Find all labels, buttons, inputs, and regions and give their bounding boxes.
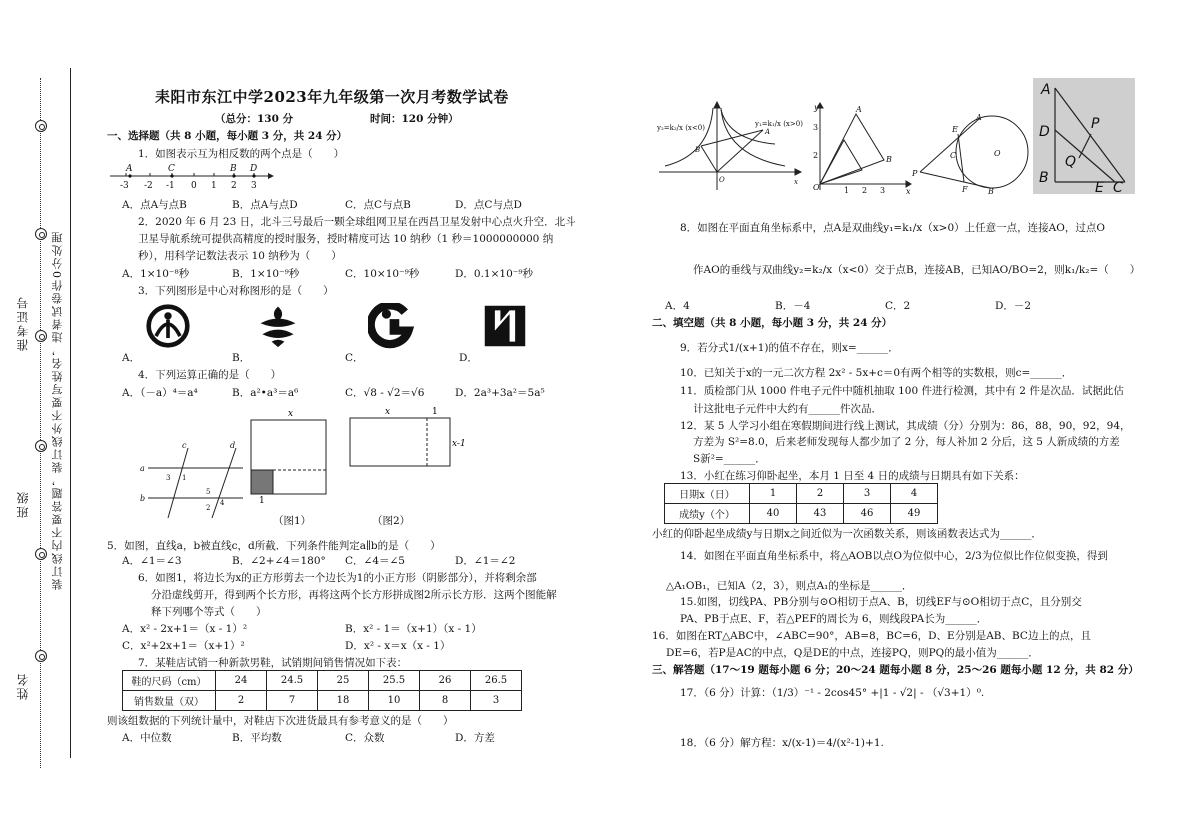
tick-label: -1 [166, 181, 175, 191]
q11-line2: 计这批电子元件中大约有______件次品． [693, 403, 882, 415]
q5-option-c[interactable]: C．∠4＝∠5 [345, 555, 405, 567]
svg-text:A: A [856, 105, 862, 114]
q1-option-c[interactable]: C．点C与点B [345, 199, 411, 211]
svg-text:y₂=k₂/x (x<0): y₂=k₂/x (x<0) [657, 124, 705, 132]
q12-line3: S新²=______． [693, 453, 766, 465]
svg-text:A: A [1041, 82, 1051, 98]
q7-option-d[interactable]: D．方差 [455, 732, 495, 744]
table-row: 销售数量（双） 2 7 18 10 8 3 [123, 691, 522, 711]
binding-hole-icon [35, 440, 47, 452]
q2-option-d[interactable]: D．0.1×10⁻⁹秒 [455, 268, 534, 280]
angle-label: 4 [220, 499, 225, 507]
q4-option-a[interactable]: A．（－a）⁴＝a⁴ [122, 387, 198, 399]
logo-square-icon [482, 303, 528, 349]
q17: 17．（6 分）计算：（1/3）⁻¹ - 2cos45° +|1 - √2| - （√3+1）⁰. [680, 687, 985, 699]
q8-line2: 作AO的垂线与双曲线y₂=k₂/x（x<0）交于点B，连接AB，已知AO/BO=2，则k₁/k₂=（ ） [693, 264, 1141, 276]
q8-line1: 8．如图在平面直角坐标系中，点A是双曲线y₁=k₁/x（x>0）上任意一点，连接AO，过点O [680, 222, 1105, 234]
svg-text:F: F [962, 185, 968, 194]
q16-line2: DE=6，若P是AC的中点，Q是DE的中点，连接PQ，则PQ的最小值为______． [666, 647, 1039, 659]
total-score: （总分：130 分 [215, 113, 294, 125]
similar-triangle-graph [812, 100, 912, 195]
q2-option-c[interactable]: C．10×10⁻⁹秒 [345, 268, 420, 280]
exam-time: 时间：120 分钟） [370, 113, 459, 125]
tick-label: 0 [191, 181, 197, 191]
q5-stem: 5．如图，直线a，b被直线c，d所截．下列条件能判定a∥b的是（ ） [107, 540, 441, 552]
line-label: c [182, 441, 187, 450]
q6-option-a[interactable]: A．x² - 2x+1＝（x - 1）² [122, 623, 248, 635]
svg-text:A: A [765, 128, 771, 136]
figure-1-square [245, 404, 340, 504]
svg-text:A: A [976, 113, 982, 122]
svg-text:P: P [912, 169, 918, 178]
q2-option-b[interactable]: B．1×10⁻⁹秒 [232, 268, 300, 280]
q1-stem: 1．如图表示互为相反数的两个点是（ ） [138, 148, 345, 160]
right-triangle-photo [1033, 78, 1135, 194]
label-name: 姓名 [16, 672, 30, 700]
table-row: 日期x（日） 1 2 3 4 [665, 484, 938, 504]
q5-option-a[interactable]: A．∠1＝∠3 [122, 555, 182, 567]
svg-text:B: B [988, 187, 994, 194]
q5-option-d[interactable]: D．∠1＝∠2 [455, 555, 516, 567]
q10: 10．已知关于x的一元二次方程 2x² - 5x+c＝0有两个相等的实数根，则c=______． [680, 367, 1073, 379]
q14-line1: 14．如图在平面直角坐标系中，将△AOB以点O为位似中心，2/3为位似比作位似变换，得到 [680, 550, 1108, 562]
fig2-caption: （图2） [372, 515, 411, 527]
svg-text:C: C [950, 151, 957, 160]
tangent-circle-figure [912, 112, 1030, 194]
hyperbola-graph-figure [655, 100, 803, 192]
parallel-lines-figure [138, 438, 248, 520]
shoe-sales-table [122, 670, 522, 711]
point-label: A [126, 164, 133, 174]
fig1-caption: （图1） [273, 515, 312, 527]
section-fill-heading: 二、填空题（共 8 小题，每小题 3 分，共 24 分） [652, 317, 893, 329]
q3-option-c[interactable]: C． [345, 352, 364, 364]
q7-option-c[interactable]: C．众数 [345, 732, 385, 744]
svg-text:P: P [1091, 116, 1100, 132]
svg-text:C: C [1113, 180, 1123, 194]
q18: 18．（6 分）解方程：x/(x-1)＝4/(x²-1)+1. [680, 737, 884, 749]
logo-leaf-icon [255, 303, 301, 349]
binding-hole-icon [35, 548, 47, 560]
binding-dotted-line [40, 78, 41, 768]
q3-option-a[interactable]: A． [122, 352, 141, 364]
q3-option-b[interactable]: B． [232, 352, 251, 364]
angle-label: 3 [166, 474, 171, 482]
q5-option-b[interactable]: B．∠2+∠4＝180° [232, 555, 326, 567]
svg-text:O: O [719, 176, 725, 184]
logo-circle-figure-icon [145, 303, 191, 349]
svg-text:1: 1 [844, 186, 850, 195]
q14-line2: △A₁OB₁，已知A（2，3），则点A₁的坐标是______． [666, 580, 913, 592]
q3-stem: 3．下列图形是中心对称图形的是（ ） [138, 285, 334, 297]
svg-text:2: 2 [813, 151, 819, 160]
binding-solid-line [70, 68, 71, 758]
q7-option-b[interactable]: B．平均数 [232, 732, 282, 744]
angle-label: 1 [182, 474, 187, 482]
q3-option-d[interactable]: D． [459, 352, 478, 364]
q9: 9．若分式1/(x+1)的值不存在，则x=______． [680, 342, 899, 354]
q2-option-a[interactable]: A．1×10⁻⁸秒 [122, 268, 190, 280]
number-line-figure [108, 162, 278, 194]
binding-hole-icon [35, 650, 47, 662]
q15-line1: 15.如图，切线PA、PB分别与⊙O相切于点A、B，切线EF与⊙O相切于点C，且分别交 [680, 596, 1082, 608]
q15-line2: PA、PB于点E、F，若△PEF的周长为 6，则线段PA长为______． [680, 613, 988, 625]
q13-stem: 13．小红在练习仰卧起坐，本月 1 日至 4 日的成绩与日期具有如下关系： [680, 470, 1025, 482]
q6-line3: 释下列哪个等式（ ） [151, 606, 267, 618]
section-choice-heading: 一、选择题（共 8 小题，每小题 3 分，共 24 分） [107, 130, 348, 142]
section-solve-heading: 三、解答题（17～19 题每小题 6 分；20～24 题每小题 8 分，25～26 题每小题 12 分，共 82 分） [652, 664, 1139, 676]
line-label: a [140, 464, 145, 473]
table-row: 成绩y（个） 40 43 46 49 [665, 504, 938, 524]
q16-line1: 16．如图在RT△ABC中，∠ABC=90°，AB=8，BC=6，D、E分别是AB、BC边上的点，且 [652, 630, 1091, 642]
q4-option-c[interactable]: C．√8 - √2＝√6 [345, 387, 425, 399]
svg-text:3: 3 [880, 186, 886, 195]
q6-option-d[interactable]: D．x² - x＝x（x - 1） [345, 640, 451, 652]
tick-label: -2 [144, 181, 153, 191]
fig2-xm1-label: x-1 [452, 439, 466, 449]
q2-line2: 卫星导航系统可提供高精度的授时服务，授时精度可达 10 纳秒（1 秒＝1000000000 纳 [138, 233, 554, 245]
figure-2-rectangle [345, 404, 475, 474]
q8-option-a[interactable]: A．4 [665, 300, 690, 312]
fig1-x-label: x [288, 409, 294, 419]
q1-option-d[interactable]: D．点C与点D [455, 199, 522, 211]
svg-text:D: D [1039, 124, 1050, 140]
svg-text:E: E [1095, 180, 1104, 194]
q12-line1: 12．某 5 人学习小组在寒假期间进行线上测试，其成绩（分）分别为：86，88，90，92，94， [680, 420, 1131, 432]
binding-warning: 装订线内不要答题，装订线外不要写姓名，违者试卷作0分处理 [51, 230, 64, 590]
q11-line1: 11．质检部门从 1000 件电子元件中随机抽取 100 件进行检测，其中有 2 件是次品．试据此估 [680, 385, 1124, 397]
q1-option-b[interactable]: B．点A与点D [232, 199, 298, 211]
line-label: b [140, 494, 146, 503]
logo-g-icon [368, 303, 414, 349]
svg-text:O: O [813, 183, 820, 192]
label-exam-id: 准考证号 [16, 295, 30, 351]
svg-text:x: x [906, 187, 911, 195]
svg-text:O: O [994, 149, 1001, 158]
q7-tail: 则该组数据的下列统计量中，对鞋店下次进货最具有参考意义的是（ ） [107, 715, 454, 727]
tick-label: 2 [231, 181, 237, 191]
svg-text:B: B [695, 146, 701, 154]
q7-stem: 7．某鞋店试销一种新款男鞋，试销期间销售情况如下表： [138, 657, 408, 669]
tick-label: -3 [120, 181, 129, 191]
fig2-x-label: x [385, 407, 391, 417]
table-row: 鞋的尺码（cm） 24 24.5 25 25.5 26 26.5 [123, 671, 522, 691]
point-label: B [230, 164, 237, 174]
q6-line2: 分沿虚线剪开，得到两个长方形，再将这两个长方形拼成图2所示长方形．这两个图能解 [151, 589, 557, 601]
fig1-one-label: 1 [259, 496, 265, 504]
svg-text:3: 3 [813, 123, 819, 132]
angle-label: 2 [206, 504, 211, 512]
binding-hole-icon [35, 120, 47, 132]
q4-stem: 4．下列运算正确的是（ ） [138, 369, 282, 381]
situp-score-table [664, 483, 938, 524]
q4-option-b[interactable]: B．a²•a³＝a⁶ [232, 387, 299, 399]
fig2-one-label: 1 [432, 407, 438, 417]
q1-option-a[interactable]: A．点A与点B [122, 199, 187, 211]
q4-option-d[interactable]: D．2a³+3a²＝5a⁵ [455, 387, 545, 399]
svg-text:y₁=k₁/x (x>0): y₁=k₁/x (x>0) [755, 120, 803, 128]
point-label: C [168, 164, 175, 174]
q8-option-c[interactable]: C．2 [885, 300, 911, 312]
svg-text:x: x [794, 178, 798, 186]
tick-label: 3 [251, 181, 257, 191]
q12-line2: 方差为 S²=8.0，后来老师发现每人都少加了 2 分，每人补加 2 分后，这 5 人新成绩的方差 [693, 436, 1120, 448]
svg-text:E: E [952, 125, 958, 134]
q6-option-b[interactable]: B．x² - 1＝（x+1）（x - 1） [345, 623, 482, 635]
svg-text:B: B [1039, 170, 1049, 186]
label-class: 班级 [16, 490, 30, 518]
q13-tail: 小红的仰卧起坐成绩y与日期x之间近似为一次函数关系，则该函数表达式为______． [652, 528, 1042, 540]
q7-option-a[interactable]: A．中位数 [122, 732, 172, 744]
svg-text:B: B [886, 155, 892, 164]
q2-line3: 秒），用科学记数法表示 10 纳秒为（ ） [138, 250, 342, 262]
svg-text:y: y [814, 103, 819, 112]
svg-text:Q: Q [1065, 154, 1077, 170]
tick-label: 1 [211, 181, 217, 191]
q6-option-c[interactable]: C．x²+2x+1＝（x+1）² [122, 640, 245, 652]
q6-line1: 6．如图1，将边长为x的正方形剪去一个边长为1的小正方形（阴影部分），并将剩余部 [138, 572, 537, 584]
q8-option-b[interactable]: B．－4 [775, 300, 811, 312]
exam-title: 耒阳市东江中学2023年九年级第一次月考数学试卷 [155, 88, 509, 106]
angle-label: 5 [206, 488, 211, 496]
binding-hole-icon [35, 228, 47, 240]
q2-line1: 2．2020 年 6 月 23 日，北斗三号最后一颗全球组网卫星在西昌卫星发射中心点火升空．北斗 [138, 216, 576, 228]
q8-option-d[interactable]: D．－2 [995, 300, 1032, 312]
binding-hole-icon [35, 330, 47, 342]
line-label: d [230, 441, 236, 450]
point-label: D [250, 164, 258, 174]
svg-text:2: 2 [862, 186, 868, 195]
